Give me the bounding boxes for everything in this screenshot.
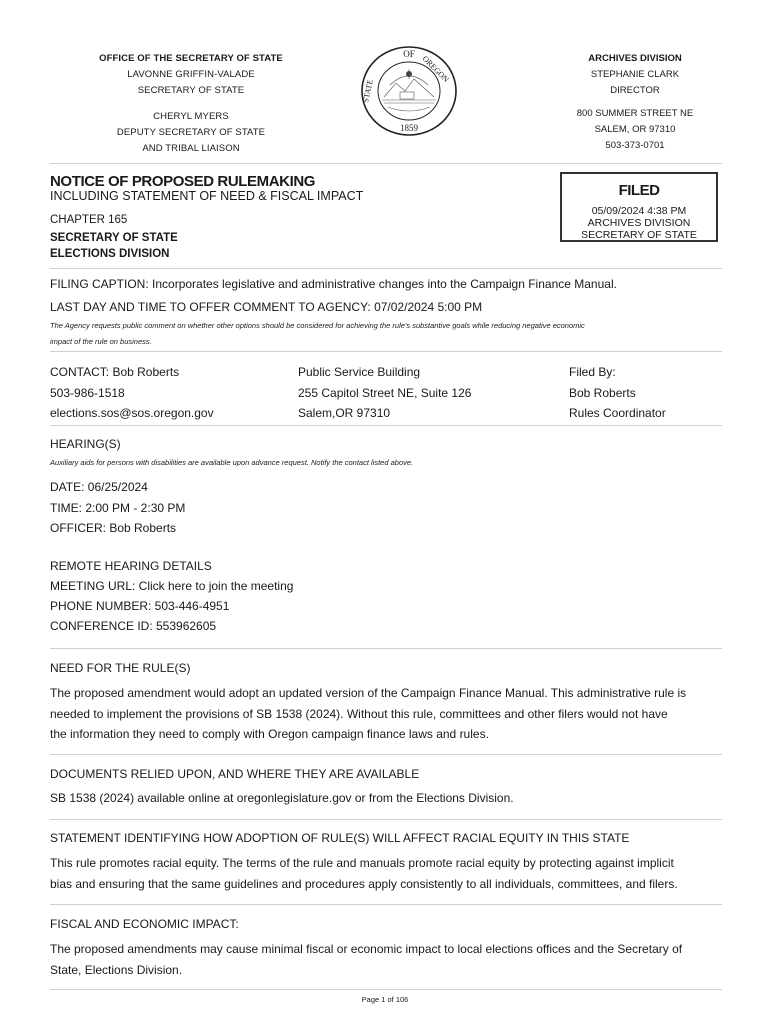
street: 255 Capitol Street NE, Suite 126 xyxy=(298,385,472,400)
filing-caption: FILING CAPTION: Incorporates legislative and administrative changes into the Campaign Finance Manual. xyxy=(50,277,617,291)
filed-by-name: Bob Roberts xyxy=(569,385,636,400)
contact-phone: 503-986-1518 xyxy=(50,385,125,400)
hearing-time: TIME: 2:00 PM - 2:30 PM xyxy=(50,500,186,515)
page-number: Page 1 of 106 xyxy=(361,995,409,1004)
archives-phone: 503-373-0701 xyxy=(605,140,665,151)
seal-right-text: OREGON xyxy=(420,54,451,84)
agency: SECRETARY OF STATE xyxy=(50,232,178,244)
sos-title: SECRETARY OF STATE xyxy=(137,85,245,96)
need-line-2: needed to implement the provisions of SB 1538 (2024). Without this rule, committees and other filers would not have xyxy=(50,706,668,721)
contact-block xyxy=(50,362,214,424)
comment-note-line-2: impact of the rule on business. xyxy=(50,337,152,346)
divider xyxy=(50,163,722,164)
divider xyxy=(50,648,722,649)
comment-note-line-1: The Agency requests public comment on whether other options should be considered for achieving the rule's substantive goals while reducing negative economic xyxy=(50,321,585,330)
contact-email[interactable]: elections.sos@sos.oregon.gov xyxy=(50,406,214,420)
comment-note xyxy=(50,318,730,350)
fiscal-heading: FISCAL AND ECONOMIC IMPACT: xyxy=(50,917,239,931)
oregon-seal xyxy=(360,45,458,137)
filed-by-block xyxy=(569,362,666,424)
equity-heading: STATEMENT IDENTIFYING HOW ADOPTION OF RULE(S) WILL AFFECT RACIAL EQUITY IN THIS STATE xyxy=(50,831,630,845)
equity-body xyxy=(50,853,740,894)
contact-name: CONTACT: Bob Roberts xyxy=(50,365,180,379)
deputy-name: CHERYL MYERS xyxy=(153,111,229,122)
header-left xyxy=(60,51,322,157)
divider xyxy=(50,989,722,990)
divider xyxy=(50,904,722,905)
need-heading: NEED FOR THE RULE(S) xyxy=(50,661,191,675)
address-block xyxy=(298,362,471,424)
filed-title: FILED xyxy=(618,182,660,199)
need-line-1: The proposed amendment would adopt an updated version of the Campaign Finance Manual. This administrative rule is xyxy=(50,686,687,700)
address-line-2: SALEM, OR 97310 xyxy=(594,124,676,135)
equity-line-2: bias and ensuring that the same guidelines and procedures apply consistently to all individuals, committees, and filers. xyxy=(50,876,678,891)
sos-name: LAVONNE GRIFFIN-VALADE xyxy=(127,69,255,80)
divider xyxy=(50,425,722,426)
need-line-3: the information they need to comply with Oregon campaign finance laws and rules. xyxy=(50,727,489,741)
notice-title: NOTICE OF PROPOSED RULEMAKING xyxy=(50,173,316,190)
fiscal-body xyxy=(50,939,740,980)
division-name: ELECTIONS DIVISION xyxy=(50,248,170,260)
seal-top-text: OF xyxy=(403,49,415,59)
hearing-date: DATE: 06/25/2024 xyxy=(50,480,148,494)
phone-number: PHONE NUMBER: 503-446-4951 xyxy=(50,599,230,613)
hearing-officer: OFFICER: Bob Roberts xyxy=(50,521,177,535)
last-day-comment: LAST DAY AND TIME TO OFFER COMMENT TO AGENCY: 07/02/2024 5:00 PM xyxy=(50,300,483,314)
fiscal-line-1: The proposed amendments may cause minimal fiscal or economic impact to local elections offices and the Secretary of xyxy=(50,942,683,956)
city: Salem,OR 97310 xyxy=(298,406,391,420)
hearings-heading: HEARING(S) xyxy=(50,437,121,451)
notice-subtitle: INCLUDING STATEMENT OF NEED & FISCAL IMPACT xyxy=(50,189,364,203)
archives-division: ARCHIVES DIVISION xyxy=(588,53,682,64)
remote-hearing xyxy=(50,556,293,636)
chapter-block xyxy=(50,213,178,262)
filed-line-2: ARCHIVES DIVISION xyxy=(587,217,691,229)
meeting-url[interactable]: MEETING URL: Click here to join the meeting xyxy=(50,579,294,593)
filed-by-title: Rules Coordinator xyxy=(569,406,666,420)
filed-datetime: 05/09/2024 4:38 PM xyxy=(591,205,687,217)
remote-heading: REMOTE HEARING DETAILS xyxy=(50,559,212,573)
filed-line-3: SECRETARY OF STATE xyxy=(581,229,697,241)
director-title: DIRECTOR xyxy=(610,85,660,96)
seal-left-text: STATE xyxy=(361,78,375,104)
office-name: OFFICE OF THE SECRETARY OF STATE xyxy=(99,53,283,64)
divider xyxy=(50,351,722,352)
divider xyxy=(50,268,722,269)
divider xyxy=(50,754,722,755)
seal-year: 1859 xyxy=(400,123,418,133)
fiscal-line-2: State, Elections Division. xyxy=(50,962,183,977)
conference-id: CONFERENCE ID: 553962605 xyxy=(50,619,217,633)
divider xyxy=(50,819,722,820)
deputy-title-2: AND TRIBAL LIAISON xyxy=(142,143,240,154)
equity-line-1: This rule promotes racial equity. The terms of the rule and manuals promote racial equity by protecting against implicit xyxy=(50,856,674,870)
building: Public Service Building xyxy=(298,365,421,379)
documents-heading: DOCUMENTS RELIED UPON, AND WHERE THEY ARE AVAILABLE xyxy=(50,767,420,781)
chapter: CHAPTER 165 xyxy=(50,214,128,226)
deputy-title: DEPUTY SECRETARY OF STATE xyxy=(116,127,266,138)
aux-note: Auxiliary aids for persons with disabilities are available upon advance request. Notify the contact listed above. xyxy=(50,458,414,467)
filed-stamp xyxy=(560,172,718,242)
filed-by-label: Filed By: xyxy=(569,365,616,379)
hearing-details xyxy=(50,477,185,539)
director-name: STEPHANIE CLARK xyxy=(590,69,680,80)
address-line-1: 800 SUMMER STREET NE xyxy=(576,108,694,119)
need-body xyxy=(50,683,740,745)
documents-body: SB 1538 (2024) available online at oregonlegislature.gov or from the Elections Division. xyxy=(50,791,514,805)
header-right xyxy=(540,51,730,154)
